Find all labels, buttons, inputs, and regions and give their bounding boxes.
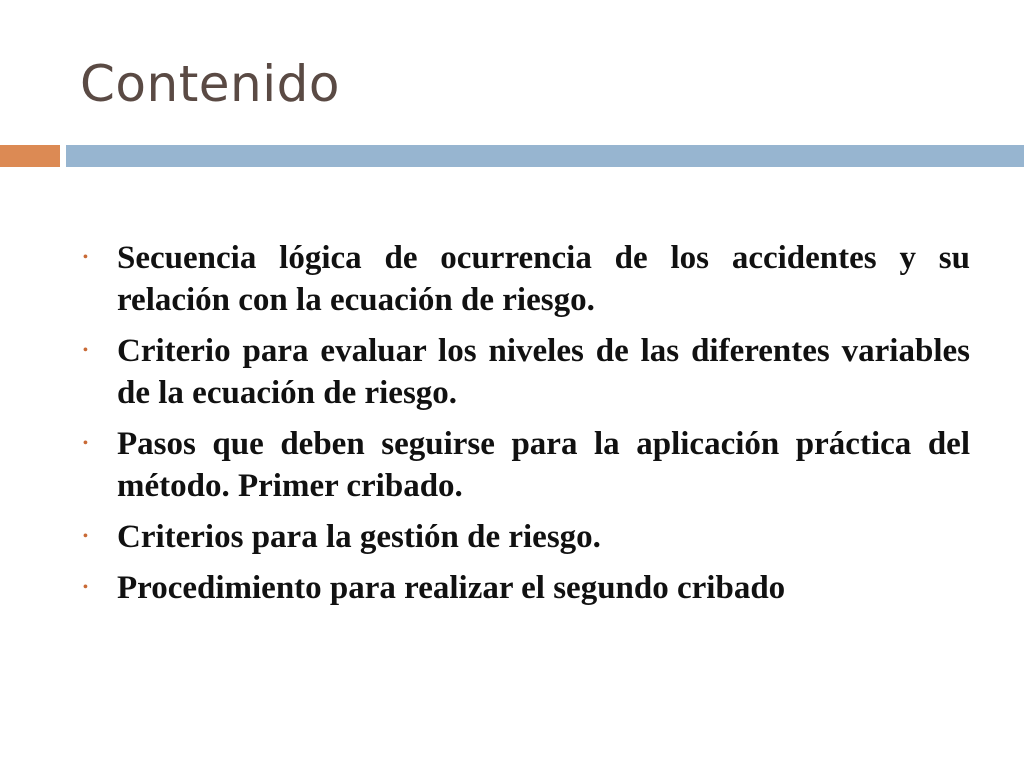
- bullet-dot-icon: •: [83, 529, 88, 544]
- bullet-text: Secuencia lógica de ocurrencia de los accidentes y su relación con la ecuación de riesgo.: [117, 240, 970, 318]
- bullet-dot-icon: •: [83, 343, 88, 358]
- bullet-text: Procedimiento para realizar el segundo cribado: [117, 570, 786, 606]
- bullet-item: [80, 567, 970, 609]
- bullet-dot-icon: •: [83, 580, 88, 595]
- bullet-item: [80, 423, 970, 507]
- bullet-dot-icon: •: [83, 436, 88, 451]
- header-accent-bar-blue: [66, 145, 1024, 167]
- bullet-dot-icon: •: [83, 250, 88, 265]
- bullet-text: Criterio para evaluar los niveles de las diferentes variables de la ecuación de riesgo.: [117, 333, 970, 411]
- bullet-item: [80, 237, 970, 321]
- slide-title: Contenido: [80, 55, 340, 113]
- bullet-list: [80, 237, 970, 618]
- header-accent-bar-orange: [0, 145, 60, 167]
- bullet-text: Criterios para la gestión de riesgo.: [117, 519, 601, 555]
- bullet-text: Pasos que deben seguirse para la aplicación práctica del método. Primer cribado.: [117, 426, 970, 504]
- bullet-item: [80, 516, 970, 558]
- bullet-item: [80, 330, 970, 414]
